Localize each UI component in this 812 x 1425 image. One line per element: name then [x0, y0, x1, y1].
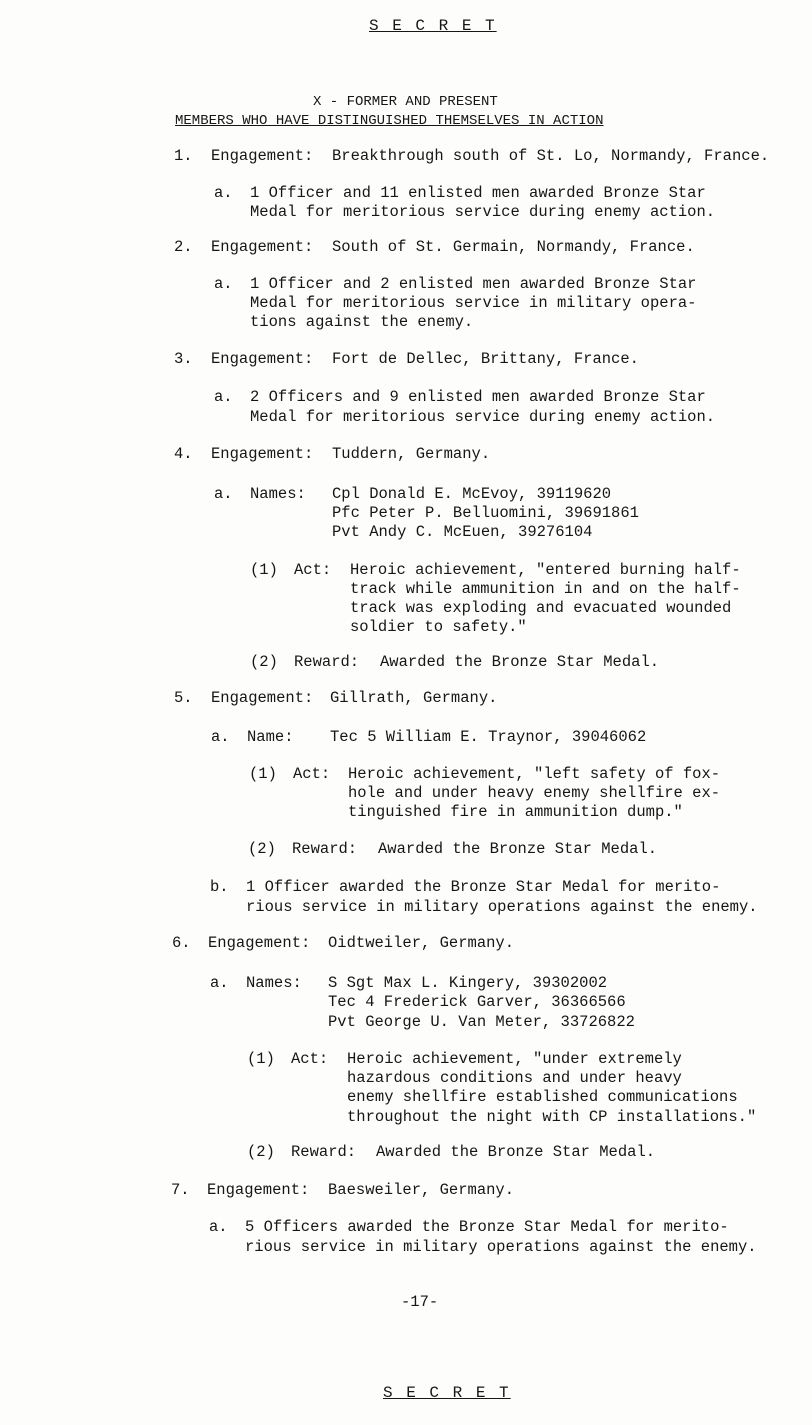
award-text: Medal for meritorious service in military opera- [250, 294, 697, 312]
soldier-name: Cpl Donald E. McEvoy, 39119620 [332, 485, 612, 503]
item-number: 6. [172, 934, 191, 952]
engagement-location: Gillrath, Germany. [330, 689, 498, 707]
name-label: Name: [247, 728, 294, 746]
engagement-location: Baesweiler, Germany. [328, 1181, 515, 1199]
engagement-location: South of St. Germain, Normandy, France. [332, 238, 695, 256]
award-text: rious service in military operations against the enemy. [245, 1238, 757, 1256]
reward-label: Reward: [291, 1143, 357, 1161]
engagement-location: Oidtweiler, Germany. [328, 934, 515, 952]
item-number: 2. [174, 238, 193, 256]
reward-label: Reward: [292, 840, 358, 858]
act-text: throughout the night with CP installations." [347, 1108, 757, 1126]
engagement-location: Fort de Dellec, Brittany, France. [332, 350, 639, 368]
names-label: Names: [246, 974, 302, 992]
engagement-location: Tuddern, Germany. [332, 445, 491, 463]
secret-header: S E C R E T [369, 17, 497, 35]
act-number: (1) [250, 561, 278, 579]
sub-letter: a. [214, 275, 233, 293]
reward-number: (2) [250, 653, 278, 671]
soldier-name: S Sgt Max L. Kingery, 39302002 [328, 974, 608, 992]
engagement-label: Engagement: [211, 350, 314, 368]
award-text: tions against the enemy. [250, 313, 474, 331]
award-text: Medal for meritorious service during enemy action. [250, 408, 716, 426]
act-text: tinguished fire in ammunition dump." [348, 803, 683, 821]
sub-letter: a. [209, 1218, 228, 1236]
soldier-name: Tec 4 Frederick Garver, 36366566 [328, 993, 626, 1011]
award-text: 2 Officers and 9 enlisted men awarded Bronze Star [250, 388, 706, 406]
item-number: 4. [174, 445, 193, 463]
award-text: Medal for meritorious service during enemy action. [250, 203, 716, 221]
act-text: Heroic achievement, "under extremely [347, 1050, 682, 1068]
act-number: (1) [249, 765, 277, 783]
act-text: enemy shellfire established communications [347, 1088, 738, 1106]
engagement-location: Breakthrough south of St. Lo, Normandy, France. [332, 147, 770, 165]
award-text: rious service in military operations against the enemy. [246, 898, 758, 916]
item-number: 7. [171, 1181, 190, 1199]
engagement-label: Engagement: [211, 445, 314, 463]
soldier-name: Tec 5 William E. Traynor, 39046062 [330, 728, 647, 746]
award-text: 5 Officers awarded the Bronze Star Medal for merito- [245, 1218, 729, 1236]
item-number: 5. [174, 689, 193, 707]
engagement-label: Engagement: [207, 1181, 310, 1199]
sub-letter: a. [211, 728, 230, 746]
act-number: (1) [247, 1050, 275, 1068]
item-number: 1. [174, 147, 193, 165]
act-text: Heroic achievement, "entered burning half- [350, 561, 741, 579]
engagement-label: Engagement: [211, 689, 314, 707]
item-number: 3. [174, 350, 193, 368]
act-text: track while ammunition in and on the half- [350, 580, 741, 598]
page-number: -17- [401, 1293, 439, 1311]
section-title-line1: X - FORMER AND PRESENT [313, 94, 498, 110]
engagement-label: Engagement: [211, 238, 314, 256]
act-text: hazardous conditions and under heavy [347, 1069, 682, 1087]
act-text: soldier to safety." [350, 618, 527, 636]
reward-label: Reward: [294, 653, 360, 671]
secret-footer: S E C R E T [383, 1384, 511, 1402]
reward-text: Awarded the Bronze Star Medal. [376, 1143, 656, 1161]
engagement-label: Engagement: [208, 934, 311, 952]
sub-letter: a. [214, 388, 233, 406]
act-label: Act: [293, 765, 331, 783]
sub-letter: a. [214, 485, 233, 503]
sub-letter: a. [210, 974, 229, 992]
act-label: Act: [291, 1050, 329, 1068]
reward-text: Awarded the Bronze Star Medal. [378, 840, 658, 858]
award-text: 1 Officer and 2 enlisted men awarded Bronze Star [250, 275, 697, 293]
award-text: 1 Officer awarded the Bronze Star Medal for merito- [246, 878, 721, 896]
act-text: track was exploding and evacuated wounded [350, 599, 732, 617]
act-text: Heroic achievement, "left safety of fox- [348, 765, 721, 783]
soldier-name: Pvt Andy C. McEuen, 39276104 [332, 523, 593, 541]
section-title-line2: MEMBERS WHO HAVE DISTINGUISHED THEMSELVES IN ACTION [175, 113, 604, 129]
reward-number: (2) [248, 840, 276, 858]
award-text: 1 Officer and 11 enlisted men awarded Bronze Star [250, 184, 706, 202]
sub-letter: a. [214, 184, 233, 202]
act-label: Act: [294, 561, 332, 579]
reward-number: (2) [247, 1143, 275, 1161]
names-label: Names: [250, 485, 306, 503]
sub-letter: b. [210, 878, 229, 896]
act-text: hole and under heavy enemy shellfire ex- [348, 784, 721, 802]
engagement-label: Engagement: [211, 147, 314, 165]
soldier-name: Pvt George U. Van Meter, 33726822 [328, 1013, 635, 1031]
reward-text: Awarded the Bronze Star Medal. [380, 653, 660, 671]
soldier-name: Pfc Peter P. Belluomini, 39691861 [332, 504, 639, 522]
